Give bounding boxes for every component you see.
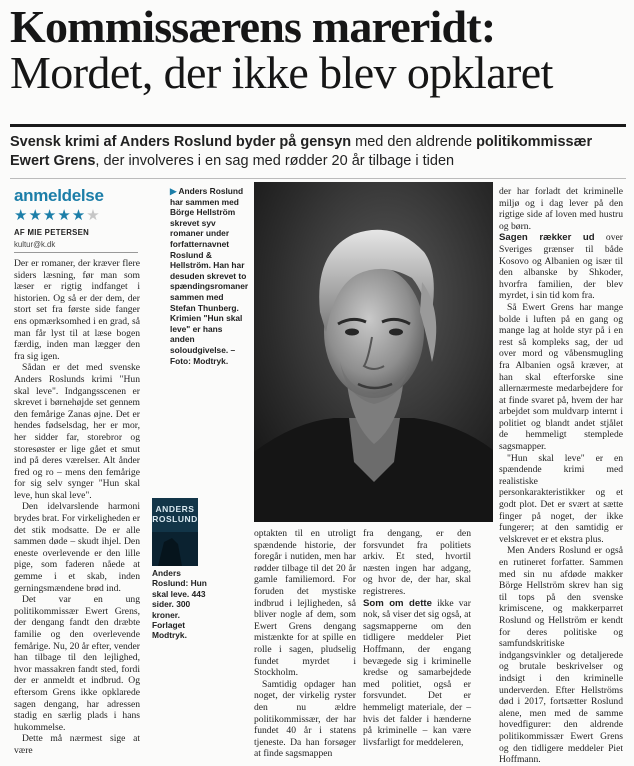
paragraph: Sådan er det med svenske Anders Roslunds krimi "Hun skal leve". Indgangsscenen er skrevet i børnehøjde set gennem den femårige Zanas øjne. Det er hendes fødselsdag, her er mor, her sidder far, storebror og storesøster er lige gået et smut ind på deres værelser. Alt ånder fred og ro – mens den femårige for sig selv synger "Hun skal leve, hun skal leve". <box>14 362 140 501</box>
review-badge: anmeldelse <box>14 186 104 205</box>
headline-rule <box>10 124 626 127</box>
headline-line-2: Mordet, der ikke blev opklaret <box>10 47 553 98</box>
byline-email: kultur@k.dk <box>14 240 56 249</box>
empty-star-icon: ★ <box>86 206 101 224</box>
article-column-1 <box>14 258 140 757</box>
paragraph: Men Anders Roslund er også en rutineret forfatter. Sammen med sin nu afdøde makker Börge Hellström skrev han sig til tops på den svenske krimiscene, og makkerparret Roslund og Hellström er kendt for deres politiske og samfundskritiske indgangsvinkler og detaljerede og brutale beskrivelser og indsigt i den kriminelle underverden. Efter Hellströms død i 2017, fortsætter Roslund alene, men med de samme hovedfigurer: den aldrende politikommissær Ewert Grens og den tidligere meddeler Piet Hoffmann. <box>499 545 623 766</box>
subheadline <box>10 133 626 171</box>
paragraph: "Hun skal leve" er en spændende krimi med realistiske personkarakteristikker og et godt plot. Det er svært at sætte finger på noget, der ikke fungerer; at den samtidig er velskrevet er et ekstra plus. <box>499 452 623 545</box>
subhead-text-2: , der involveres i en sag med rødder 20 år tilbage i tiden <box>95 153 455 169</box>
subhead-bold-2: politikommissær Ewert Grens <box>10 134 593 169</box>
filled-stars-icon: ★★★★★ <box>14 206 87 224</box>
portrait-illustration <box>254 182 493 522</box>
byline: AF MIE PETERSEN <box>14 228 90 237</box>
star-rating <box>14 206 101 224</box>
headline <box>10 1 630 98</box>
paragraph <box>363 598 471 749</box>
photo-caption-text: Anders Roslund har sammen med Börge Hellström skrevet syv romaner under forfatternavnet Roslund & Hellström. Han har desuden skrevet to spændingsromaner sammen med Stefan Thunberg. Krimien "Hun skal leve" er hans anden soloudgivelse. – Foto: Modtryk. <box>170 186 249 366</box>
paragraph: optakten til en utroligt spændende historie, der foregår i nutiden, men har rødder tilbage til det 20 år gamle familiemord. For foruden det mystiske indbrud i lejligheden, så bliver nogle af dem, som Ewert Grens dengang mistænkte for at spille en rolle i sagen, pludselig fundet myrdet i Stockholm. <box>254 528 356 679</box>
paragraph: Der er romaner, der kræver flere siders læsning, før man som læser er rigtig indfanget i historien. Og så er der dem, der stort set fra første side fanger ens opmærksomhed i en grad, så man får lyst til at læse bogen færdig, inden man lægger den fra sig igen. <box>14 258 140 362</box>
paragraph: Samtidig opdager han noget, der virkelig ryster den nu ældre politikommissær, der har fundet 40 år i statens tjeneste. Da han forsøger at finde sagsmappen <box>254 678 356 760</box>
book-caption: Anders Roslund: Hun skal leve. 443 sider. 300 kroner. Forlaget Modtryk. <box>152 568 207 641</box>
byline-divider <box>14 252 138 253</box>
book-cover-author-2: ROSLUND <box>152 514 198 524</box>
subhead-bold-1: Svensk krimi af Anders Roslund byder på gensyn <box>10 134 352 150</box>
subhead-rule <box>10 178 626 179</box>
caption-arrow-icon: ▶ <box>170 186 177 196</box>
book-cover-author-1: ANDERS <box>155 504 195 514</box>
paragraph: Dette må nærmest sige at være <box>14 733 140 756</box>
article-column-2 <box>254 528 356 760</box>
paragraph-text: over Sveriges grænser til både Kosovo og Albanien og især til den albanske by Shkoder, hvorfra familien, der blev myrdet, i sin tid kom fra. <box>499 232 623 302</box>
paragraph: fra dengang, er den forsvundet fra politiets arkiv. Et sted, hvortil næsten ingen har adgang, og hvor de, der har, skal registreres. <box>363 528 471 597</box>
article-column-3 <box>363 528 471 748</box>
author-portrait-image <box>254 182 493 522</box>
book-cover-illustration <box>152 498 198 566</box>
paragraph-lead: Sagen rækker ud <box>499 232 595 244</box>
subhead-text-1: med den aldrende <box>351 134 477 150</box>
paragraph: der har forladt det kriminelle miljø og i dag lever på den rigtige side af loven med hustru og børn. <box>499 186 623 232</box>
paragraph <box>499 232 623 302</box>
paragraph-lead: Som om dette <box>363 597 432 609</box>
paragraph: Den idelvarslende harmoni brydes brat. For virkeligheden er det stik modsatte. De er alle sammen døde – skudt ihjel. Den eneste overlevende er den lille pige, som faderen nåede at gemme i et skab, inden gerningsmændene brød ind. <box>14 501 141 594</box>
paragraph: Det var en ung politikommissær Ewert Grens, der dengang fandt den dræbte familie og den overlevende femårige. Nu, 20 år efter, vender han tilbage til den lejlighed, hvor massakren fandt sted, fordi der er anmeldt et indbrud. Og eftersom Grens ikke opklarede sagen dengang, har adressen stadig en særlig plads i hans hukommelse. <box>14 594 140 733</box>
article-column-4 <box>499 186 623 766</box>
book-cover-image <box>152 498 198 566</box>
paragraph: Så Ewert Grens har mange bolde i luften på en gang og mange lag at holde styr på i en rest så kompleks sag, der ud over mord og våbensmugling fra Albanien også kræver, at han skal efterforske sine allernærmeste medarbejdere for at finde svaret på, hvem der har arbejdet som muldvarp internt i politiet og blandt andet stjålet de hemmeligt stemplede sagsmapper. <box>499 301 623 453</box>
photo-caption <box>170 186 248 366</box>
paragraph-text: ikke var nok, så viser det sig også, at sagsmapperne om den tidligere meddeler Piet Hoffmann, der engang bevægede sig i kriminelle kredse og samarbejdede med politiet, også er forsvundet. Det er hemmeligt materiale, der – hvis det falder i hænderne på kriminelle – kan være livsfarligt for meddeleren, <box>363 597 471 748</box>
headline-line-1: Kommissærens mareridt: <box>10 1 496 52</box>
